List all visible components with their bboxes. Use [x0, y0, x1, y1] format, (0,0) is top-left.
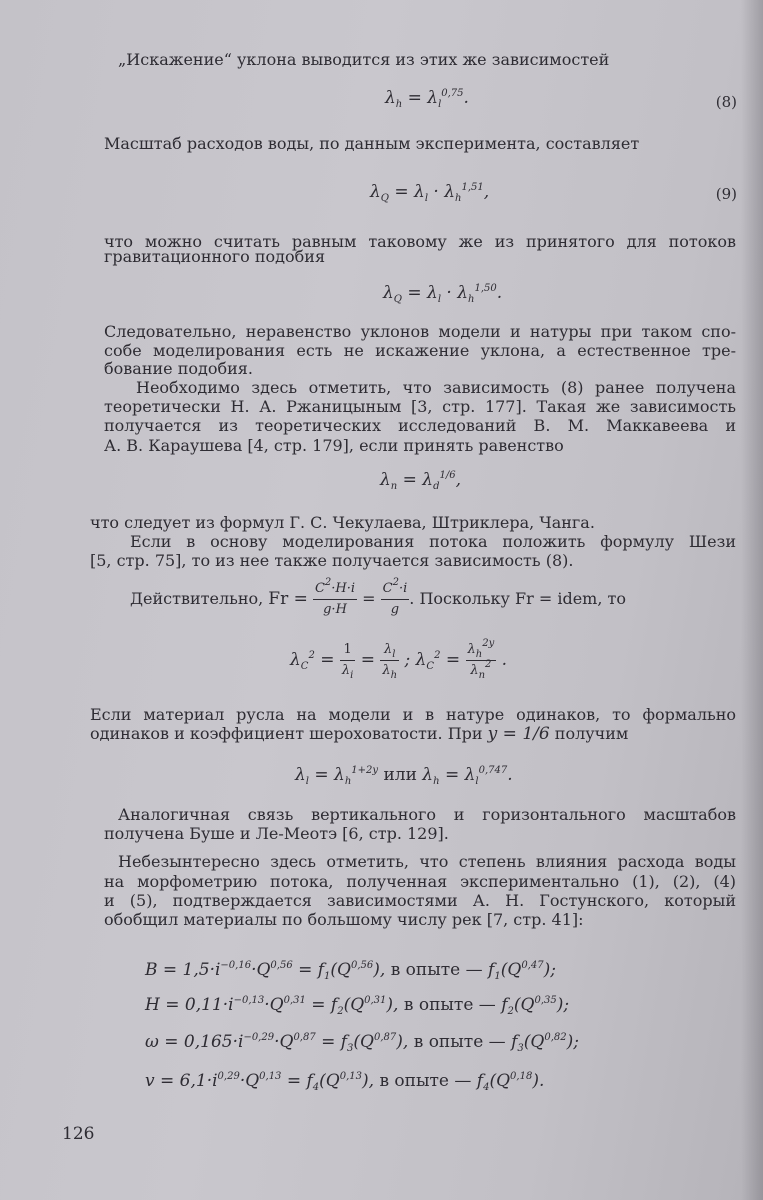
text-line: и (5), подтверждается зависимостями А. Н. Гостунского, который: [104, 891, 736, 910]
text-line: Небезынтересно здесь отметить, что степень влияния расхода воды: [118, 852, 736, 871]
equation-number-9: (9): [715, 185, 737, 203]
text-fragment: . Поскольку: [409, 589, 510, 608]
formula-omega: $\omega = 0,165\cdot i^{-0,29}\cdot Q^{0,87} = f_3(Q^{0,87})$, в опыте — $f_3(Q^{0,82})$;: [145, 1032, 579, 1054]
y-value: y = 1/6: [487, 724, 550, 744]
text-line: теоретически Н. А. Ржаницыным [3, стр. 177]. Такая же зависимость: [104, 397, 736, 416]
formula-h: $H = 0,11\cdot i^{-0,13}\cdot Q^{0,31} = f_2(Q^{0,31})$, в опыте — $f_2(Q^{0,35})$;: [145, 995, 570, 1017]
formula-q-150: $\lambda_Q = \lambda_l \cdot \lambda_h^{1,50}$.: [383, 283, 503, 305]
page-number: 126: [62, 1124, 95, 1144]
text-line: получена Буше и Ле-Меотэ [6, стр. 129].: [104, 824, 449, 843]
text-line: Масштаб расходов воды, по данным эксперимента, составляет: [104, 134, 640, 153]
fraction: $\frac{C^2\cdot i}{g}$: [382, 577, 408, 617]
text-line: гравитационного подобия: [104, 247, 326, 266]
text-line: Если в основу моделирования потока положить формулу Шези: [130, 532, 736, 551]
formula-lambda-c: $\lambda_C^2$ = $\frac{1}{\lambda_i}$ = $\frac{\lambda_l}{\lambda_h}$ ; $\lambda_C^2$ = $\frac{\lambda_h^{2y}}{\lambda_n^2}$ .: [290, 638, 508, 681]
text-line: Аналогичная связь вертикального и горизонтального масштабов: [118, 805, 736, 824]
text-line: [5, стр. 75], то из нее также получается зависимость (8).: [90, 551, 574, 570]
text-line-with-y: одинаков и коэффициент шероховатости. При y = 1/6 получим: [90, 724, 629, 744]
text-line: что следует из формул Г. С. Чекулаева, Штриклера, Чанга.: [90, 513, 595, 532]
fraction: $\frac{C^2\cdot H\cdot i}{g\cdot H}$: [314, 577, 356, 617]
equation-number-8: (8): [715, 93, 737, 111]
text-fragment: Действительно,: [130, 589, 264, 608]
text-line: собе моделирования есть не искажение уклона, а естественное тре-: [104, 341, 736, 360]
text-line: бование подобия.: [104, 359, 253, 378]
froude-line: Действительно, Fr = $\frac{C^2\cdot H\cdot i}{g\cdot H}$ = $\frac{C^2\cdot i}{g}$ . Поскольку Fr = idem, то: [130, 579, 626, 620]
text-line: получается из теоретических исследований В. М. Маккавеева и: [104, 416, 736, 435]
formula-9: $\lambda_Q = \lambda_l \cdot \lambda_h^{1,51}$,: [370, 182, 490, 204]
text-line: на морфометрию потока, полученная экспериментально (1), (2), (4): [104, 872, 736, 891]
text-line: „Искажение“ уклона выводится из этих же зависимостей: [118, 50, 610, 69]
page-edge-shadow: [741, 0, 763, 1200]
formula-8: $\lambda_h = \lambda_l^{0,75}$.: [385, 88, 469, 110]
text-fragment: , то: [597, 589, 626, 608]
text-line: А. В. Караушева [4, стр. 179], если принять равенство: [104, 436, 564, 455]
text-line: Если материал русла на модели и в натуре одинаков, то формально: [90, 705, 736, 724]
text-line: Необходимо здесь отметить, что зависимость (8) ранее получена: [136, 378, 736, 397]
text-line: Следовательно, неравенство уклонов модели и натуры при таком спо-: [104, 322, 736, 341]
text-line: что можно считать равным таковому же из принятого для потоков: [104, 232, 736, 251]
fr-idem: Fr = idem: [515, 589, 598, 608]
formula-lambda-l: $\lambda_l = \lambda_h^{1+2y}$ или $\lambda_h = \lambda_l^{0,747}$.: [295, 765, 513, 787]
formula-lambda-n: $\lambda_n = \lambda_d^{1/6}$,: [380, 470, 461, 492]
formula-v: $v = 6,1\cdot i^{0,29}\cdot Q^{0,13} = f_4(Q^{0,13})$, в опыте — $f_4(Q^{0,18})$.: [145, 1071, 545, 1093]
formula-b: $B = 1,5\cdot i^{-0,16}\cdot Q^{0,56} = f_1(Q^{0,56})$, в опыте — $f_1(Q^{0,47})$;: [145, 960, 556, 982]
text-line: обобщил материалы по большому числу рек [7, стр. 41]:: [104, 910, 584, 929]
